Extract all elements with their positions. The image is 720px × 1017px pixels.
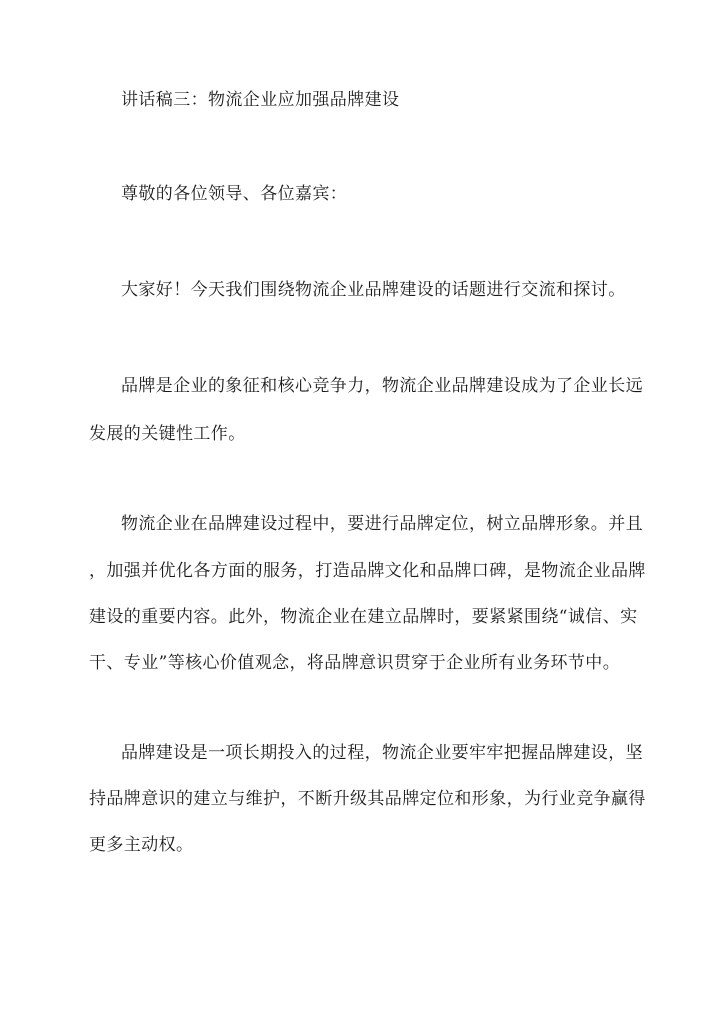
paragraph-line: 建设的重要内容。此外，物流企业在建立品牌时，要紧紧围绕“诚信、实	[89, 607, 638, 627]
salutation: 尊敬的各位领导、各位嘉宾：	[121, 184, 348, 204]
paragraph-line: 干、专业”等核心价值观念，将品牌意识贯穿于企业所有业务环节中。	[89, 653, 621, 673]
paragraph-line: 物流企业在品牌建设过程中，要进行品牌定位，树立品牌形象。并且	[121, 514, 643, 534]
paragraph-line: 持品牌意识的建立与维护，不断升级其品牌定位和形象，为行业竞争赢得	[89, 789, 646, 809]
paragraph-line: 更多主动权。	[89, 835, 194, 855]
document-title: 讲话稿三：物流企业应加强品牌建设	[121, 90, 400, 110]
paragraph-line: 品牌建设是一项长期投入的过程，物流企业要牢牢把握品牌建设，坚	[121, 743, 643, 763]
greeting: 大家好！今天我们围绕物流企业品牌建设的话题进行交流和探讨。	[121, 280, 626, 300]
paragraph-line: 发展的关键性工作。	[89, 424, 246, 444]
paragraph-line: 品牌是企业的象征和核心竞争力，物流企业品牌建设成为了企业长远	[121, 376, 643, 396]
paragraph-line: ，加强并优化各方面的服务，打造品牌文化和品牌口碑，是物流企业品牌	[89, 561, 646, 581]
